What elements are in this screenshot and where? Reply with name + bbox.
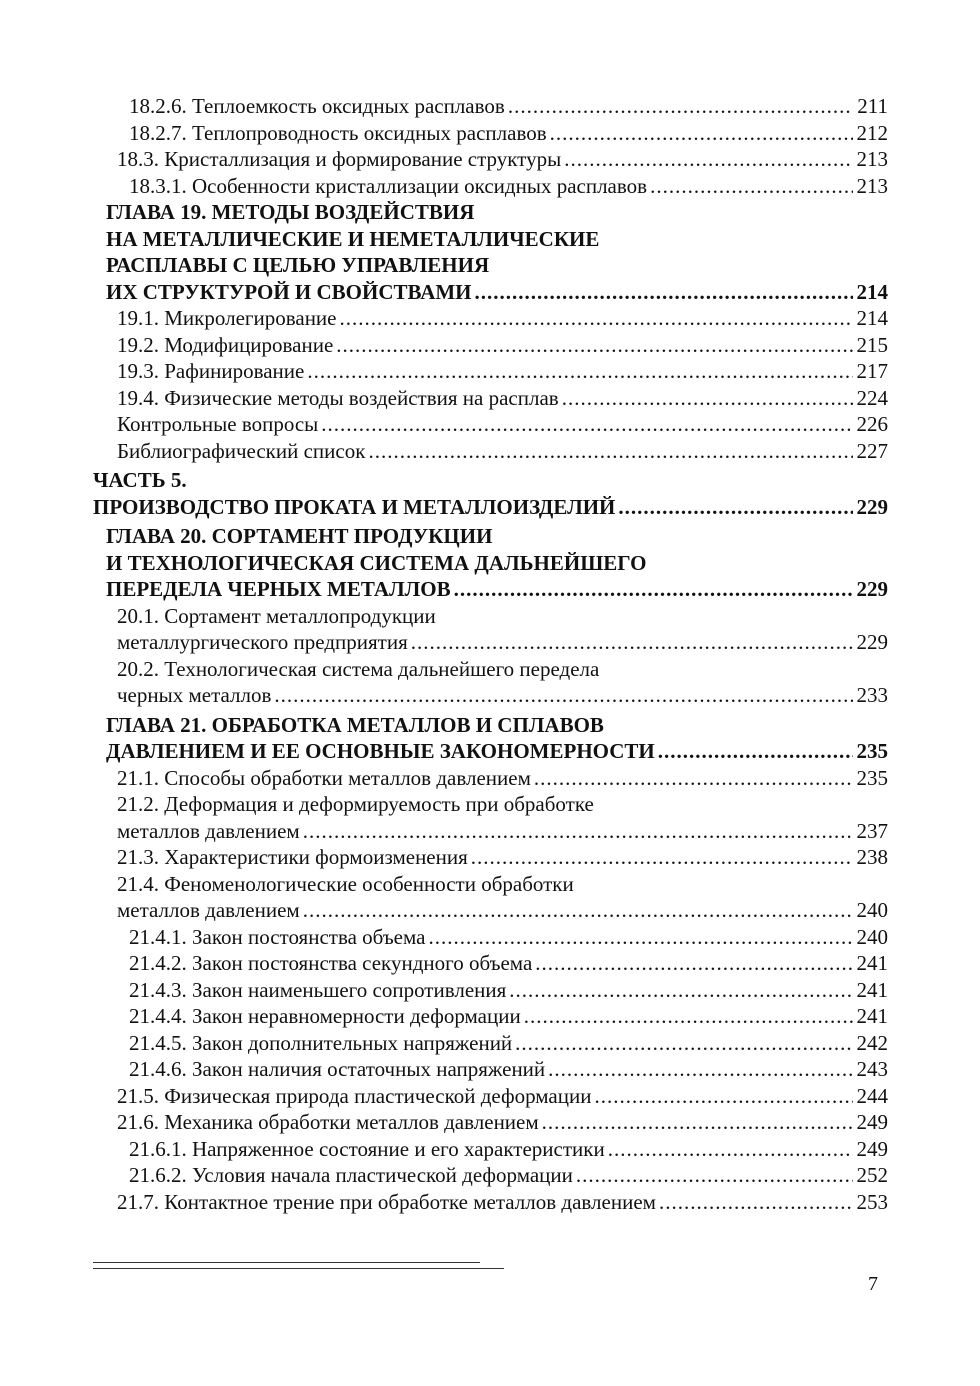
toc-heading-text: 21.4. Феноменологические особенности обработки — [117, 871, 574, 896]
toc-entry-title: 21.6.1. Напряженное состояние и его характеристики — [129, 1136, 605, 1161]
toc-heading-text: РАСПЛАВЫ С ЦЕЛЬЮ УПРАВЛЕНИЯ — [106, 253, 490, 277]
toc-leader-dots — [368, 438, 852, 465]
toc-page-number: 240 — [856, 924, 888, 949]
toc-leader-dots — [471, 844, 853, 871]
toc-leader-dots — [542, 1109, 853, 1136]
toc-entry-title: 21.3. Характеристики формоизменения — [117, 845, 468, 869]
toc-page-number: 244 — [856, 1083, 888, 1108]
toc-page-number: 215 — [856, 332, 888, 357]
toc-heading-line — [0, 523, 980, 550]
toc-entry-title: 18.3.1. Особенности кристаллизации оксидных расплавов — [129, 173, 648, 198]
toc-entry — [0, 1189, 980, 1216]
toc-heading-line — [0, 871, 980, 898]
toc-heading-line — [0, 791, 980, 818]
toc-leader-dots — [650, 173, 852, 200]
toc-page-number: 235 — [856, 765, 888, 790]
toc-page-number: 243 — [856, 1057, 888, 1081]
toc-entry — [0, 120, 980, 147]
toc-leader-dots — [548, 1056, 852, 1083]
toc-heading-text: 20.2. Технологическая система дальнейшего передела — [117, 656, 600, 681]
toc-page-number: 237 — [856, 818, 888, 843]
toc-entry — [0, 1003, 980, 1030]
footnote-rule-upper — [93, 1262, 480, 1263]
toc-entry — [0, 950, 980, 977]
toc-entry-title: 21.4.6. Закон наличия остаточных напряжений — [129, 1057, 546, 1081]
toc-heading-text: ГЛАВА 19. МЕТОДЫ ВОЗДЕЙСТВИЯ — [106, 200, 475, 224]
toc-entry — [0, 576, 980, 603]
toc-heading-text: 20.1. Сортамент металлопродукции — [117, 603, 436, 628]
toc-leader-dots — [594, 1083, 852, 1110]
toc-entry — [0, 924, 980, 951]
toc-page-number: 249 — [856, 1136, 888, 1161]
toc-page-number: 253 — [856, 1189, 888, 1214]
toc-entry — [0, 682, 980, 709]
toc-entry-title: черных металлов — [117, 683, 272, 707]
toc-entry-title: 19.3. Рафинирование — [117, 359, 305, 383]
toc-page-number: 213 — [856, 173, 888, 198]
toc-page-number: 233 — [856, 683, 888, 707]
toc-entry-title: 19.1. Микролегирование — [117, 306, 337, 330]
toc-leader-dots — [659, 1189, 853, 1216]
toc-page-number: 211 — [857, 94, 888, 118]
toc-page-number: 213 — [856, 147, 888, 171]
toc-leader-dots — [274, 682, 852, 709]
toc-entry — [0, 173, 980, 200]
toc-entry — [0, 305, 980, 332]
toc-entry — [0, 818, 980, 845]
toc-heading-line — [0, 226, 980, 253]
toc-leader-dots — [307, 358, 852, 385]
toc-entry-title: Библиографический список — [117, 438, 366, 463]
page-number: 7 — [868, 1273, 878, 1295]
toc-entry — [0, 411, 980, 438]
toc-leader-dots — [618, 494, 852, 521]
toc-entry-title: 21.5. Физическая природа пластической деформации — [117, 1083, 592, 1108]
toc-heading-line — [0, 603, 980, 630]
toc-page-number: 235 — [856, 739, 888, 763]
toc-leader-dots — [534, 765, 853, 792]
toc-entry-title: 18.3. Кристаллизация и формирование структуры — [117, 147, 562, 171]
toc-entry-title: 21.4.1. Закон постоянства объема — [129, 924, 426, 949]
toc-entry — [0, 765, 980, 792]
toc-page-number: 249 — [856, 1110, 888, 1134]
toc-page-number: 214 — [856, 306, 888, 330]
toc-leader-dots — [303, 897, 853, 924]
toc-leader-dots — [509, 977, 852, 1004]
toc-entry — [0, 1136, 980, 1163]
toc-entry-title: 18.2.7. Теплопроводность оксидных расплавов — [129, 120, 547, 145]
toc-page-number: 214 — [856, 279, 888, 304]
toc-entry — [0, 438, 980, 465]
toc-entry — [0, 1162, 980, 1189]
toc-entry-title: ПРОИЗВОДСТВО ПРОКАТА И МЕТАЛЛОИЗДЕЛИЙ — [93, 494, 616, 519]
toc-leader-dots — [475, 279, 853, 306]
toc-leader-dots — [428, 924, 852, 951]
toc-heading-text: НА МЕТАЛЛИЧЕСКИЕ И НЕМЕТАЛЛИЧЕСКИЕ — [106, 226, 600, 251]
toc-page-number: 229 — [856, 630, 888, 654]
toc-leader-dots — [340, 305, 853, 332]
footnote-rule-lower — [93, 1268, 504, 1269]
toc-entry-title: 21.6. Механика обработки металлов давлением — [117, 1110, 539, 1134]
toc-leader-dots — [336, 332, 852, 359]
toc-page-number: 252 — [856, 1163, 888, 1187]
toc-entry — [0, 146, 980, 173]
toc-page-number: 226 — [856, 412, 888, 436]
toc-leader-dots — [535, 950, 852, 977]
toc-heading-line — [0, 252, 980, 279]
toc-heading-text: ЧАСТЬ 5. — [93, 468, 187, 492]
toc-entry-title: 21.4.4. Закон неравномерности деформации — [129, 1004, 521, 1028]
toc-entry-title: 21.1. Способы обработки металлов давлением — [117, 765, 531, 790]
toc-entry — [0, 332, 980, 359]
toc-heading-line — [0, 712, 980, 739]
toc-entry-title: 21.4.2. Закон постоянства секундного объема — [129, 951, 533, 975]
toc-entry-title: Контрольные вопросы — [117, 412, 319, 436]
toc-entry — [0, 93, 980, 120]
toc-entry-title: 21.4.3. Закон наименьшего сопротивления — [129, 977, 507, 1002]
toc-entry — [0, 494, 980, 521]
toc-entry — [0, 629, 980, 656]
toc-page-number: 240 — [856, 898, 888, 922]
toc-entry — [0, 1109, 980, 1136]
toc-page-number: 217 — [856, 359, 888, 383]
toc-leader-dots — [608, 1136, 853, 1163]
toc-leader-dots — [508, 93, 853, 120]
toc-entry — [0, 385, 980, 412]
toc-page-number: 238 — [856, 845, 888, 869]
toc-leader-dots — [564, 146, 852, 173]
toc-entry-title: 21.4.5. Закон дополнительных напряжений — [129, 1030, 513, 1055]
toc-page-number: 241 — [856, 977, 888, 1002]
toc-leader-dots — [576, 1162, 853, 1189]
toc-entry-title: 18.2.6. Теплоемкость оксидных расплавов — [129, 94, 505, 118]
toc-entry — [0, 1056, 980, 1083]
toc-leader-dots — [658, 738, 853, 765]
toc-entry — [0, 1083, 980, 1110]
toc-leader-dots — [454, 576, 853, 603]
toc-page-number: 229 — [856, 494, 888, 519]
toc-leader-dots — [515, 1030, 852, 1057]
toc-entry — [0, 844, 980, 871]
toc-entry — [0, 897, 980, 924]
toc-entry — [0, 279, 980, 306]
toc-entry-title: металлургического предприятия — [117, 630, 408, 654]
toc-leader-dots — [303, 818, 853, 845]
toc-heading-line — [0, 656, 980, 683]
toc-heading-line — [0, 550, 980, 577]
toc-entry-title: 21.6.2. Условия начала пластической деформации — [129, 1163, 573, 1187]
toc-heading-text: ГЛАВА 21. ОБРАБОТКА МЕТАЛЛОВ И СПЛАВОВ — [106, 712, 604, 737]
toc-entry — [0, 358, 980, 385]
toc-heading-text: ГЛАВА 20. СОРТАМЕНТ ПРОДУКЦИИ — [106, 524, 493, 548]
toc-page-number: 241 — [856, 1004, 888, 1028]
toc-entry-title: ИХ СТРУКТУРОЙ И СВОЙСТВАМИ — [106, 279, 472, 304]
toc-heading-line — [0, 199, 980, 226]
toc-entry-title: 21.7. Контактное трение при обработке металлов давлением — [117, 1189, 656, 1214]
toc-entry-title: ДАВЛЕНИЕМ И ЕЕ ОСНОВНЫЕ ЗАКОНОМЕРНОСТИ — [106, 739, 655, 763]
toc-page-number: 227 — [856, 438, 888, 463]
toc-entry-title: металлов давлением — [117, 818, 300, 843]
toc-page-number: 224 — [856, 385, 888, 410]
toc-page-number: 242 — [856, 1030, 888, 1055]
toc-entry — [0, 977, 980, 1004]
toc-page-number: 229 — [856, 577, 888, 601]
toc-entry-title: металлов давлением — [117, 898, 300, 922]
toc-leader-dots — [411, 629, 853, 656]
toc-entry-title: 19.4. Физические методы воздействия на расплав — [117, 385, 559, 410]
toc-heading-line — [0, 467, 980, 494]
toc-leader-dots — [562, 385, 853, 412]
toc-leader-dots — [524, 1003, 853, 1030]
toc-entry-title: ПЕРЕДЕЛА ЧЕРНЫХ МЕТАЛЛОВ — [106, 577, 451, 601]
toc-entry — [0, 738, 980, 765]
toc-heading-text: 21.2. Деформация и деформируемость при обработке — [117, 792, 594, 816]
toc-leader-dots — [321, 411, 852, 438]
toc-page-number: 241 — [856, 951, 888, 975]
toc-heading-text: И ТЕХНОЛОГИЧЕСКАЯ СИСТЕМА ДАЛЬНЕЙШЕГО — [106, 550, 647, 575]
toc-entry-title: 19.2. Модифицирование — [117, 332, 334, 357]
table-of-contents — [0, 93, 980, 1215]
toc-page-number: 212 — [856, 120, 888, 145]
toc-leader-dots — [550, 120, 853, 147]
toc-entry — [0, 1030, 980, 1057]
